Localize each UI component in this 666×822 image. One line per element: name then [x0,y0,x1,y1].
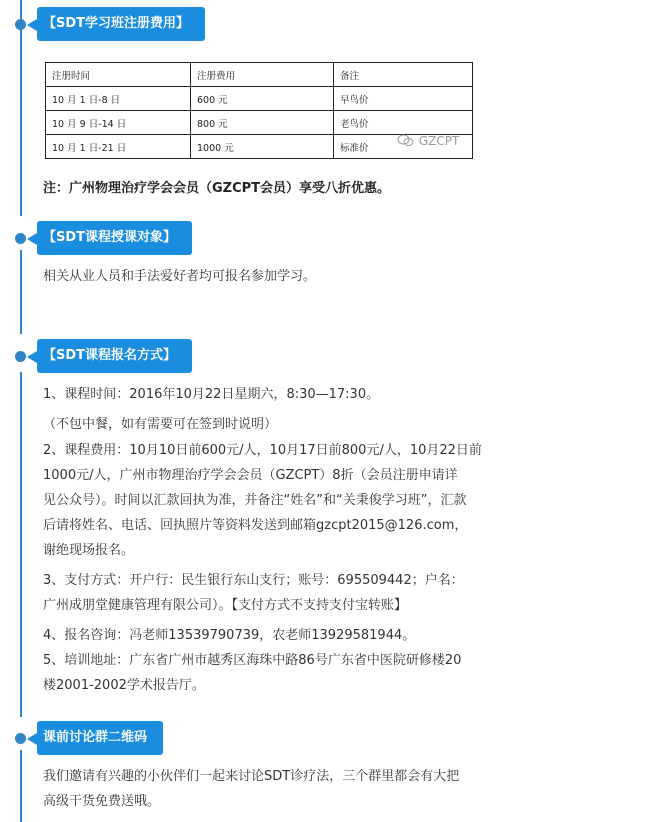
discussion-line: 高级干货免费送哦。 [43,794,161,809]
table-cell: 老鸟价 [334,111,473,135]
discussion-line: 我们邀请有兴趣的小伙伴们一起来讨论SDT诊疗法，三个群里都会有大把 [43,769,460,784]
table-header-cell: 备注 [334,63,473,87]
registration-line: 2、课程费用：10月10日前600元/人，10月17日前800元/人，10月22日前 [43,443,482,458]
wechat-icon [397,134,419,148]
registration-line: 4、报名咨询：冯老师13539790739，农老师13929581944。 [43,628,416,643]
timeline-dot [15,19,26,30]
table-row [46,111,473,135]
table-header-cell: 注册时间 [46,63,191,87]
member-discount-note: 注：广州物理治疗学会会员（GZCPT会员）享受八折优惠。 [43,181,391,196]
timeline-dot [15,733,26,744]
table-cell: 600 元 [191,87,334,111]
timeline-line [20,372,22,717]
table-cell: 10 月 1 日-8 日 [46,87,191,111]
registration-line: 见公众号）。时间以汇款回执为准，并备注“姓名”和“关秉俊学习班”，汇款 [43,493,467,508]
registration-line: 1、课程时间：2016年10月22日星期六，8:30—17:30。 [43,387,380,402]
registration-line: 广州成朋堂健康管理有限公司）。【支付方式不支持支付宝转账】 [43,598,408,613]
table-header-row [46,63,473,87]
table-cell: 10 月 9 日-14 日 [46,111,191,135]
section-title-audience: 【SDT课程授课对象】 [37,221,192,255]
table-cell: 1000 元 [191,135,334,159]
registration-line: 5、培训地址：广东省广州市越秀区海珠中路86号广东省中医院研修楼20 [43,653,462,668]
section-title-discussion: 课前讨论群二维码 [37,721,163,755]
table-cell: 标准价 [334,135,473,159]
section-title-fees: 【SDT学习班注册费用】 [37,7,205,41]
registration-line: 楼2001-2002学术报告厅。 [43,678,205,693]
registration-line: （不包中餐，如有需要可在签到时说明） [43,417,278,432]
timeline-dot [15,233,26,244]
audience-text: 相关从业人员和手法爱好者均可报名参加学习。 [43,269,317,284]
section-title-registration: 【SDT课程报名方式】 [37,339,192,373]
table-cell: 10 月 1 日-21 日 [46,135,191,159]
table-cell: 早鸟价 [334,87,473,111]
table-cell: 800 元 [191,111,334,135]
timeline-line [20,0,22,216]
watermark-text: GZCPT [418,134,460,148]
timeline-line [20,250,22,334]
registration-line: 谢绝现场报名。 [43,543,135,558]
timeline-dot [15,351,26,362]
timeline-line [20,750,22,822]
registration-line: 3、支付方式：开户行：民生银行东山支行；账号：695509442；户名： [43,573,464,588]
watermark [397,134,459,148]
table-row [46,87,473,111]
registration-line: 1000元/人，广州市物理治疗学会会员（GZCPT）8折（会员注册申请详 [43,468,458,483]
table-header-cell: 注册费用 [191,63,334,87]
registration-line: 后请将姓名、电话、回执照片等资料发送到邮箱gzcpt2015@126.com， [43,518,468,533]
